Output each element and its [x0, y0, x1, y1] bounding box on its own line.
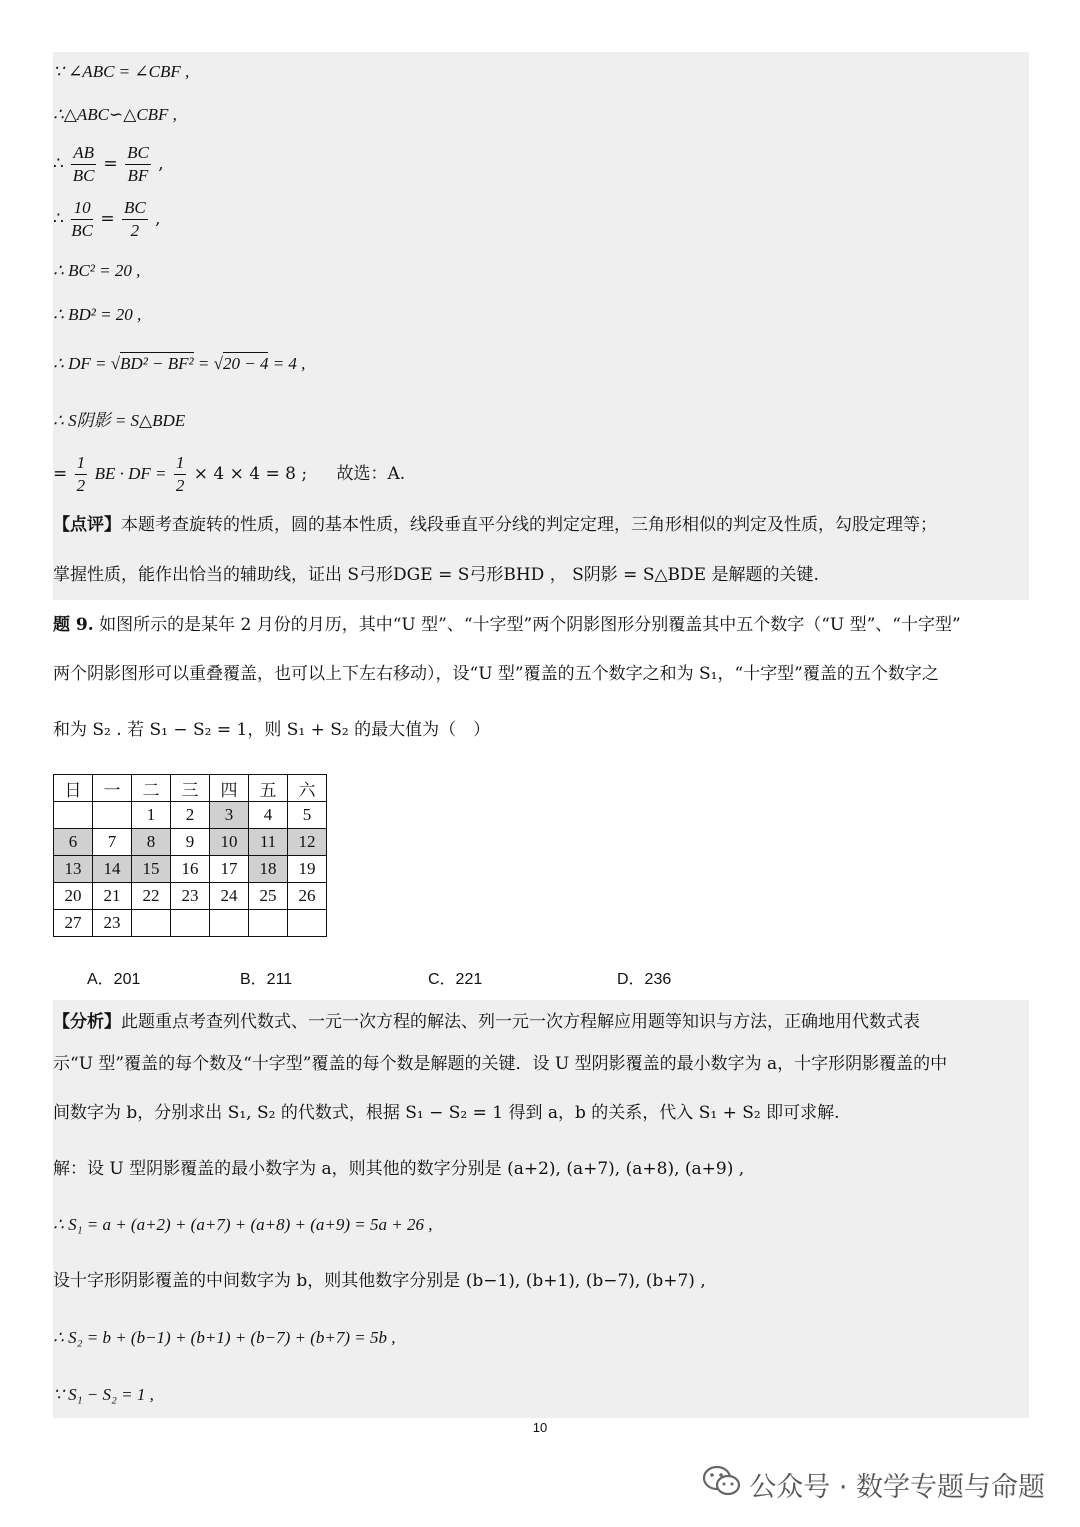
- solution2-line-3: 设十字形阴影覆盖的中间数字为 b，则其他数字分别是 (b−1), (b+1), (b−7), (b+7) ,: [53, 1271, 706, 1291]
- watermark-text: 公众号 · 数学专题与命题: [749, 1472, 1045, 1503]
- solution2-line-1: 解：设 U 型阴影覆盖的最小数字为 a，则其他的数字分别是 (a+2), (a+7), (a+8), (a+9) ,: [53, 1159, 745, 1179]
- question-line-3: 和为 S₂ . 若 S₁ − S₂ = 1，则 S₁ + S₂ 的最大值为（ ）: [53, 720, 491, 740]
- wechat-icon: [703, 1465, 741, 1504]
- calendar-cell: 4: [249, 802, 288, 829]
- calendar-row: [54, 910, 327, 937]
- calendar-row: [54, 856, 327, 883]
- solution-line-5: ∴ BC² = 20 ,: [53, 261, 141, 280]
- calendar-cell: 22: [132, 883, 171, 910]
- calendar-cell: 24: [210, 883, 249, 910]
- option-d: D．236: [617, 971, 672, 988]
- calendar-cell-shaded: 10: [210, 829, 249, 856]
- analysis-line-1: 【分析】此题重点考查列代数式、一元一次方程的解法、列一元一次方程解应用题等知识与方法，正确地用代数式表: [53, 1012, 920, 1032]
- calendar-cell-shaded: 13: [54, 856, 93, 883]
- comment-line-2: 掌握性质，能作出恰当的辅助线，证出 S弓形DGE = S弓形BHD ， S阴影 = S△BDE 是解题的关键.: [53, 565, 819, 585]
- calendar-cell: 27: [54, 910, 93, 937]
- solution-line-3: ∴ $\frac{AB}{BC}$ = $\frac{BC}{BF}$ ,: [53, 143, 164, 185]
- comment-tag: 【点评】: [53, 515, 121, 535]
- calendar-cell: [249, 910, 288, 937]
- calendar-header-cell: 五: [249, 775, 288, 802]
- calendar-cell: 9: [171, 829, 210, 856]
- solution2-line-5: ∵ S₁ − S₂ = 1 ,: [53, 1385, 154, 1404]
- solution-line-1: ∵ ∠ABC = ∠CBF ,: [53, 62, 190, 81]
- calendar-cell-shaded: 11: [249, 829, 288, 856]
- calendar-cell-shaded: 3: [210, 802, 249, 829]
- analysis-line-2: 示“U 型”覆盖的每个数及“十字型”覆盖的每个数是解题的关键．设 U 型阴影覆盖的最小数字为 a，十字形阴影覆盖的中: [53, 1054, 948, 1074]
- calendar-cell: 16: [171, 856, 210, 883]
- calendar-cell: 21: [93, 883, 132, 910]
- calendar-cell-shaded: 8: [132, 829, 171, 856]
- analysis-tag: 【分析】: [53, 1012, 121, 1032]
- calendar-cell: [132, 910, 171, 937]
- solution-line-9: = $\frac{1}{2}$ BE · DF = $\frac{1}{2}$ × 4 × 4 = 8 ; 故选：A.: [53, 453, 406, 495]
- solution-line-7: ∴ DF = √BD² − BF² = √20 − 4 = 4 ,: [53, 354, 306, 373]
- question-number: 题 9.: [53, 615, 94, 635]
- calendar-header-cell: 三: [171, 775, 210, 802]
- calendar-header-cell: 四: [210, 775, 249, 802]
- calendar-header-cell: 二: [132, 775, 171, 802]
- calendar-cell: [288, 910, 327, 937]
- fraction-ab-bc: $\frac{AB}{BC}$: [72, 143, 95, 185]
- question-line-1: 题 9. 如图所示的是某年 2 月份的月历，其中“U 型”、“十字型”两个阴影图形分别覆盖其中五个数字（“U 型”、“十字型”: [53, 615, 961, 635]
- calendar-cell: 23: [93, 910, 132, 937]
- calendar-cell: [171, 910, 210, 937]
- calendar-header-row: [54, 775, 327, 802]
- fraction-bc-2: $\frac{BC}{2}$: [124, 198, 146, 240]
- fraction-half: $\frac{1}{2}$: [76, 453, 86, 495]
- calendar-cell: 2: [171, 802, 210, 829]
- option-a: A．201: [87, 971, 141, 988]
- calendar-row: [54, 802, 327, 829]
- calendar-cell: 17: [210, 856, 249, 883]
- calendar-cell: 7: [93, 829, 132, 856]
- calendar-cell: [210, 910, 249, 937]
- option-c: C．221: [428, 971, 483, 988]
- solution-line-2: ∴△ABC∽△CBF ,: [53, 105, 177, 124]
- page-number: 10: [532, 1420, 548, 1435]
- calendar-row: [54, 883, 327, 910]
- fraction-10-bc: $\frac{10}{BC}$: [71, 198, 93, 240]
- calendar-cell-shaded: 12: [288, 829, 327, 856]
- watermark: [703, 1465, 1045, 1504]
- analysis-line-3: 间数字为 b，分别求出 S₁, S₂ 的代数式，根据 S₁ − S₂ = 1 得到 a，b 的关系，代入 S₁ + S₂ 即可求解.: [53, 1103, 840, 1123]
- question-line-2: 两个阴影图形可以重叠覆盖，也可以上下左右移动），设“U 型”覆盖的五个数字之和为 S₁，“十字型”覆盖的五个数字之: [53, 664, 939, 684]
- calendar-cell: 1: [132, 802, 171, 829]
- solution-line-4: ∴ $\frac{10}{BC}$ = $\frac{BC}{2}$ ,: [53, 198, 161, 240]
- calendar-header-cell: 日: [54, 775, 93, 802]
- solution2-line-4: ∴ S₂ = b + (b−1) + (b+1) + (b−7) + (b+7) = 5b ,: [53, 1328, 396, 1347]
- option-b: B．211: [240, 971, 293, 988]
- february-calendar: [53, 774, 327, 937]
- calendar-cell-shaded: 6: [54, 829, 93, 856]
- calendar-cell-shaded: 15: [132, 856, 171, 883]
- fraction-bc-bf: $\frac{BC}{BF}$: [127, 143, 149, 185]
- calendar-row: [54, 829, 327, 856]
- calendar-cell: 26: [288, 883, 327, 910]
- calendar-cell: 23: [171, 883, 210, 910]
- calendar-cell: 5: [288, 802, 327, 829]
- solution-line-8: ∴ S阴影 = S△BDE: [53, 411, 186, 430]
- calendar-header-cell: 六: [288, 775, 327, 802]
- calendar-header-cell: 一: [93, 775, 132, 802]
- calendar-cell: [93, 802, 132, 829]
- solution2-line-2: ∴ S₁ = a + (a+2) + (a+7) + (a+8) + (a+9) = 5a + 26 ,: [53, 1215, 433, 1234]
- comment-line-1: 【点评】本题考查旋转的性质，圆的基本性质，线段垂直平分线的判定定理，三角形相似的判定及性质，勾股定理等；: [53, 515, 937, 535]
- calendar-cell-shaded: 18: [249, 856, 288, 883]
- calendar-cell: 19: [288, 856, 327, 883]
- calendar-cell-shaded: 14: [93, 856, 132, 883]
- calendar-cell: 25: [249, 883, 288, 910]
- fraction-half-2: $\frac{1}{2}$: [175, 453, 185, 495]
- calendar-cell: [54, 802, 93, 829]
- calendar-cell: 20: [54, 883, 93, 910]
- solution-line-6: ∴ BD² = 20 ,: [53, 305, 142, 324]
